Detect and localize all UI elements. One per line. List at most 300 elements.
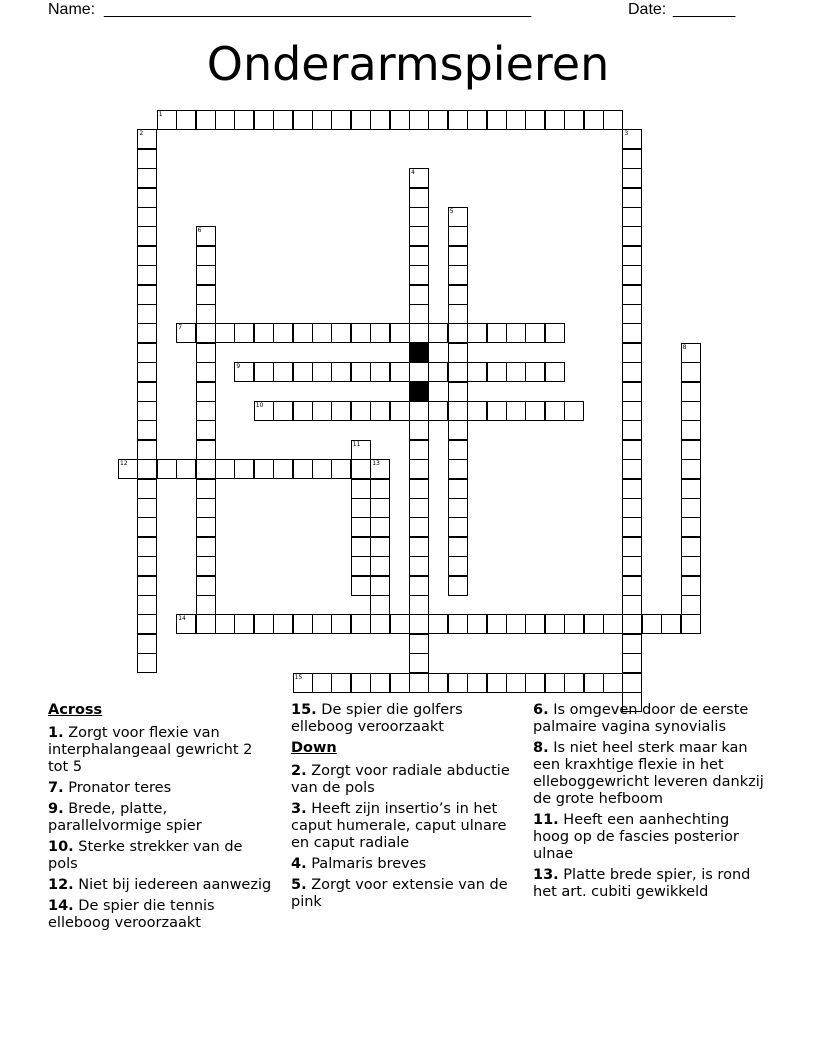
grid-cell[interactable] — [564, 614, 584, 634]
grid-cell[interactable] — [390, 401, 410, 421]
grid-cell[interactable] — [409, 226, 429, 246]
grid-cell[interactable] — [525, 614, 545, 634]
grid-cell[interactable] — [215, 614, 235, 634]
grid-cell[interactable] — [564, 673, 584, 693]
grid-cell[interactable] — [622, 653, 642, 673]
grid-cell[interactable] — [409, 188, 429, 208]
grid-cell[interactable] — [137, 479, 157, 499]
grid-cell[interactable] — [137, 440, 157, 460]
grid-cell[interactable] — [273, 614, 293, 634]
grid-cell[interactable] — [196, 362, 216, 382]
grid-cell[interactable] — [196, 401, 216, 421]
grid-cell[interactable] — [254, 459, 274, 479]
grid-cell[interactable] — [312, 673, 332, 693]
grid-cell[interactable] — [137, 265, 157, 285]
grid-cell[interactable] — [409, 595, 429, 615]
grid-cell[interactable] — [370, 673, 390, 693]
grid-cell[interactable] — [603, 673, 623, 693]
grid-cell[interactable] — [234, 459, 254, 479]
grid-cell[interactable] — [448, 420, 468, 440]
grid-cell[interactable] — [681, 382, 701, 402]
down-clue — [533, 740, 769, 808]
grid-cell[interactable] — [293, 401, 313, 421]
clue-number: 5 — [449, 208, 454, 215]
grid-cell[interactable] — [428, 614, 448, 634]
grid-cell[interactable] — [622, 517, 642, 537]
across-clue — [48, 839, 274, 873]
grid-cell[interactable] — [293, 614, 313, 634]
clues-column-1 — [48, 702, 274, 936]
grid-cell[interactable] — [293, 323, 313, 343]
grid-cell[interactable] — [196, 498, 216, 518]
grid-cell[interactable] — [622, 556, 642, 576]
grid-cell[interactable] — [196, 323, 216, 343]
grid-cell[interactable] — [409, 673, 429, 693]
grid-cell[interactable] — [351, 459, 371, 479]
grid-cell[interactable] — [681, 537, 701, 557]
grid-cell[interactable] — [137, 149, 157, 169]
grid-cell[interactable] — [196, 440, 216, 460]
grid-cell[interactable] — [137, 459, 157, 479]
grid-cell[interactable] — [467, 110, 487, 130]
grid-cell[interactable] — [448, 265, 468, 285]
grid-cell[interactable] — [196, 110, 216, 130]
grid-cell[interactable] — [409, 459, 429, 479]
grid-cell[interactable] — [467, 673, 487, 693]
clues-column-2 — [291, 702, 511, 915]
grid-cell[interactable] — [622, 673, 642, 693]
grid-cell[interactable] — [137, 537, 157, 557]
grid-cell[interactable] — [370, 576, 390, 596]
grid-cell[interactable] — [196, 459, 216, 479]
grid-cell[interactable] — [681, 576, 701, 596]
grid-cell[interactable] — [448, 673, 468, 693]
grid-cell[interactable] — [409, 556, 429, 576]
grid-cell[interactable] — [370, 517, 390, 537]
grid-cell[interactable] — [331, 110, 351, 130]
grid-cell[interactable] — [409, 246, 429, 266]
grid-cell[interactable] — [409, 420, 429, 440]
grid-cell[interactable] — [448, 479, 468, 499]
grid-cell[interactable] — [428, 110, 448, 130]
grid-cell[interactable] — [351, 576, 371, 596]
grid-cell[interactable] — [370, 323, 390, 343]
clue-number-label: 15. — [291, 702, 317, 718]
grid-cell[interactable] — [312, 614, 332, 634]
clue-number: 4 — [411, 169, 415, 177]
grid-cell[interactable] — [409, 304, 429, 324]
grid-cell[interactable] — [254, 362, 274, 382]
grid-cell[interactable] — [448, 285, 468, 305]
grid-cell[interactable] — [448, 343, 468, 363]
grid-cell[interactable] — [525, 323, 545, 343]
across-clue — [291, 702, 511, 736]
grid-cell[interactable] — [622, 634, 642, 654]
grid-cell[interactable] — [506, 401, 526, 421]
grid-cell[interactable] — [312, 459, 332, 479]
grid-cell[interactable] — [448, 556, 468, 576]
clue-text: Is niet heel sterk maar kan een kraxhtige flexie in het elleboggewricht leveren dankzij de grote hefboom — [533, 740, 764, 807]
grid-cell[interactable] — [351, 673, 371, 693]
grid-cell[interactable] — [448, 498, 468, 518]
grid-cell[interactable] — [622, 595, 642, 615]
grid-cell[interactable] — [351, 537, 371, 557]
grid-cell[interactable] — [137, 285, 157, 305]
grid-cell[interactable] — [428, 323, 448, 343]
grid-cell[interactable] — [196, 420, 216, 440]
grid-cell[interactable] — [409, 323, 429, 343]
grid-cell[interactable] — [487, 401, 507, 421]
grid-cell[interactable] — [409, 479, 429, 499]
grid-cell[interactable] — [137, 634, 157, 654]
grid-cell[interactable] — [137, 323, 157, 343]
clue-number: 11 — [352, 440, 361, 448]
clue-text: Heeft een aanhechting hoog op de fascies posterior ulnae — [533, 812, 739, 862]
grid-cell[interactable] — [176, 110, 196, 130]
grid-cell[interactable] — [254, 110, 274, 130]
grid-cell[interactable] — [254, 323, 274, 343]
clue-number: 8 — [682, 343, 687, 351]
grid-cell[interactable] — [196, 246, 216, 266]
grid-cell[interactable] — [448, 362, 468, 382]
grid-cell[interactable] — [622, 265, 642, 285]
grid-cell[interactable] — [622, 479, 642, 499]
grid-cell[interactable] — [506, 614, 526, 634]
grid-cell[interactable] — [137, 595, 157, 615]
grid-cell[interactable] — [234, 614, 254, 634]
grid-cell[interactable] — [622, 188, 642, 208]
grid-cell[interactable] — [312, 362, 332, 382]
grid-cell[interactable] — [506, 110, 526, 130]
grid-cell[interactable] — [467, 323, 487, 343]
grid-cell[interactable] — [681, 614, 701, 634]
grid-cell[interactable] — [409, 653, 429, 673]
grid-cell[interactable] — [176, 459, 196, 479]
grid-cell[interactable] — [584, 110, 604, 130]
grid-cell[interactable] — [331, 673, 351, 693]
grid-cell[interactable] — [273, 323, 293, 343]
grid-cell[interactable] — [448, 110, 468, 130]
clue-text: Zorgt voor flexie van interphalangeaal gewricht 2 tot 5 — [48, 725, 253, 775]
grid-cell[interactable] — [370, 362, 390, 382]
grid-cell[interactable] — [409, 634, 429, 654]
clue-text: Platte brede spier, is rond het art. cubiti gewikkeld — [533, 867, 751, 900]
grid-cell[interactable] — [273, 362, 293, 382]
grid-cell[interactable] — [196, 517, 216, 537]
grid-cell[interactable] — [681, 459, 701, 479]
grid-cell[interactable] — [622, 459, 642, 479]
grid-cell[interactable] — [448, 401, 468, 421]
grid-cell[interactable] — [487, 614, 507, 634]
clue-number: 12 — [120, 460, 128, 468]
grid-cell[interactable] — [370, 401, 390, 421]
grid-cell[interactable] — [622, 440, 642, 460]
grid-cell[interactable] — [390, 110, 410, 130]
grid-cell[interactable] — [137, 226, 157, 246]
grid-cell[interactable] — [681, 498, 701, 518]
grid-cell[interactable] — [234, 110, 254, 130]
grid-cell[interactable] — [622, 149, 642, 169]
grid-cell[interactable] — [448, 517, 468, 537]
down-clue — [291, 763, 511, 797]
grid-cell[interactable] — [196, 382, 216, 402]
clue-number-label: 11. — [533, 812, 559, 828]
grid-cell[interactable] — [370, 110, 390, 130]
grid-cell[interactable] — [196, 614, 216, 634]
grid-cell[interactable] — [137, 576, 157, 596]
grid-cell[interactable] — [409, 517, 429, 537]
grid-cell[interactable] — [622, 420, 642, 440]
grid-cell[interactable] — [293, 362, 313, 382]
clue-text: Is omgeven door de eerste palmaire vagina synovialis — [533, 702, 749, 735]
grid-cell[interactable] — [622, 382, 642, 402]
grid-cell[interactable] — [487, 110, 507, 130]
grid-cell[interactable] — [137, 382, 157, 402]
grid-cell[interactable] — [681, 440, 701, 460]
grid-cell[interactable] — [428, 362, 448, 382]
grid-cell[interactable] — [409, 285, 429, 305]
across-heading: Across — [48, 702, 103, 718]
grid-cell[interactable] — [681, 517, 701, 537]
grid-cell[interactable] — [622, 343, 642, 363]
grid-cell[interactable] — [351, 498, 371, 518]
grid-cell[interactable] — [137, 343, 157, 363]
grid-cell[interactable] — [409, 498, 429, 518]
grid-cell[interactable] — [312, 401, 332, 421]
clue-text: Sterke strekker van de pols — [48, 839, 243, 872]
clue-number-label: 14. — [48, 898, 74, 914]
grid-cell[interactable] — [622, 323, 642, 343]
grid-cell[interactable] — [603, 614, 623, 634]
grid-cell[interactable] — [525, 110, 545, 130]
grid-cell[interactable] — [370, 498, 390, 518]
grid-cell[interactable] — [642, 614, 662, 634]
grid-cell[interactable] — [448, 246, 468, 266]
grid-cell[interactable] — [448, 323, 468, 343]
grid-cell[interactable] — [196, 595, 216, 615]
grid-cell[interactable] — [622, 498, 642, 518]
grid-cell[interactable] — [622, 362, 642, 382]
grid-cell[interactable] — [661, 614, 681, 634]
down-clue — [533, 867, 769, 901]
grid-cell[interactable] — [622, 401, 642, 421]
grid-cell[interactable] — [681, 595, 701, 615]
date-line[interactable]: _______ — [673, 1, 736, 18]
grid-cell[interactable] — [525, 673, 545, 693]
grid-cell[interactable] — [622, 226, 642, 246]
grid-cell[interactable] — [370, 614, 390, 634]
grid-cell[interactable] — [545, 110, 565, 130]
grid-cell[interactable] — [196, 343, 216, 363]
grid-cell[interactable] — [370, 595, 390, 615]
name-line[interactable]: ________________________________________________ — [104, 1, 532, 18]
grid-cell[interactable] — [545, 323, 565, 343]
grid-cell[interactable] — [487, 362, 507, 382]
grid-cell[interactable] — [137, 362, 157, 382]
clue-number-label: 2. — [291, 763, 307, 779]
grid-cell[interactable] — [622, 537, 642, 557]
grid-cell[interactable] — [312, 110, 332, 130]
grid-cell[interactable] — [681, 420, 701, 440]
grid-cell[interactable] — [273, 110, 293, 130]
grid-cell[interactable] — [293, 459, 313, 479]
grid-cell[interactable] — [351, 517, 371, 537]
grid-cell[interactable] — [137, 304, 157, 324]
grid-cell[interactable] — [390, 614, 410, 634]
grid-cell[interactable] — [137, 556, 157, 576]
grid-cell[interactable] — [137, 401, 157, 421]
grid-cell[interactable] — [137, 168, 157, 188]
grid-cell[interactable] — [506, 362, 526, 382]
grid-cell[interactable] — [448, 537, 468, 557]
grid-cell[interactable] — [448, 576, 468, 596]
grid-cell[interactable] — [448, 382, 468, 402]
name-label: Name: — [48, 1, 96, 18]
grid-cell[interactable] — [351, 401, 371, 421]
clue-number-label: 13. — [533, 867, 559, 883]
grid-cell[interactable] — [370, 479, 390, 499]
grid-cell[interactable] — [545, 362, 565, 382]
clue-number-label: 12. — [48, 877, 74, 893]
grid-cell[interactable] — [409, 614, 429, 634]
grid-cell[interactable] — [370, 537, 390, 557]
grid-cell[interactable] — [525, 362, 545, 382]
grid-cell[interactable] — [448, 226, 468, 246]
grid-cell[interactable] — [215, 110, 235, 130]
grid-cell[interactable] — [448, 304, 468, 324]
grid-cell[interactable] — [545, 401, 565, 421]
grid-cell[interactable] — [428, 673, 448, 693]
grid-cell[interactable] — [157, 459, 177, 479]
grid-cell[interactable] — [448, 614, 468, 634]
grid-cell[interactable] — [448, 459, 468, 479]
clue-number: 1 — [158, 111, 163, 118]
grid-cell[interactable] — [448, 440, 468, 460]
grid-cell[interactable] — [331, 362, 351, 382]
grid-cell[interactable] — [351, 556, 371, 576]
grid-cell[interactable] — [409, 110, 429, 130]
grid-cell[interactable] — [137, 246, 157, 266]
grid-cell[interactable] — [331, 459, 351, 479]
grid-cell[interactable] — [681, 401, 701, 421]
grid-cell[interactable] — [390, 673, 410, 693]
grid-cell[interactable] — [234, 323, 254, 343]
grid-cell[interactable] — [545, 673, 565, 693]
grid-cell[interactable] — [196, 537, 216, 557]
clue-text: Zorgt voor radiale abductie van de pols — [291, 763, 510, 796]
grid-cell[interactable] — [196, 304, 216, 324]
grid-cell[interactable] — [312, 323, 332, 343]
grid-cell[interactable] — [409, 537, 429, 557]
grid-cell[interactable] — [506, 323, 526, 343]
grid-cell[interactable] — [622, 168, 642, 188]
clue-number-label: 5. — [291, 877, 307, 893]
grid-cell[interactable] — [196, 479, 216, 499]
grid-cell[interactable] — [137, 188, 157, 208]
grid-cell[interactable] — [681, 362, 701, 382]
grid-cell[interactable] — [428, 401, 448, 421]
grid-cell[interactable] — [564, 110, 584, 130]
grid-cell[interactable] — [622, 285, 642, 305]
clues-column-3 — [533, 702, 769, 905]
grid-cell[interactable] — [409, 207, 429, 227]
grid-cell[interactable] — [467, 401, 487, 421]
grid-cell[interactable] — [545, 614, 565, 634]
grid-cell[interactable] — [622, 576, 642, 596]
grid-cell[interactable] — [409, 401, 429, 421]
grid-cell[interactable] — [196, 556, 216, 576]
grid-cell[interactable] — [196, 576, 216, 596]
grid-cell[interactable] — [137, 653, 157, 673]
grid-cell[interactable] — [467, 362, 487, 382]
grid-cell[interactable] — [603, 110, 623, 130]
date-label: Date: — [628, 1, 667, 18]
grid-cell[interactable] — [622, 207, 642, 227]
across-clue — [48, 725, 274, 776]
grid-cell[interactable] — [331, 323, 351, 343]
grid-cell[interactable] — [254, 614, 274, 634]
grid-cell[interactable] — [409, 440, 429, 460]
grid-cell[interactable] — [487, 673, 507, 693]
grid-cell[interactable] — [487, 323, 507, 343]
grid-cell[interactable] — [681, 479, 701, 499]
grid-cell[interactable] — [409, 265, 429, 285]
grid-cell[interactable] — [351, 323, 371, 343]
grid-cell[interactable] — [506, 673, 526, 693]
grid-cell[interactable] — [622, 304, 642, 324]
grid-cell[interactable] — [681, 556, 701, 576]
grid-cell[interactable] — [351, 362, 371, 382]
grid-cell[interactable] — [137, 614, 157, 634]
grid-cell[interactable] — [196, 265, 216, 285]
grid-cell[interactable] — [215, 323, 235, 343]
grid-cell[interactable] — [409, 576, 429, 596]
grid-cell[interactable] — [409, 362, 429, 382]
grid-cell[interactable] — [622, 246, 642, 266]
grid-cell[interactable] — [467, 614, 487, 634]
grid-cell[interactable] — [293, 110, 313, 130]
grid-cell[interactable] — [137, 517, 157, 537]
grid-cell[interactable] — [370, 556, 390, 576]
grid-cell[interactable] — [196, 285, 216, 305]
grid-cell[interactable] — [584, 673, 604, 693]
grid-cell[interactable] — [390, 323, 410, 343]
clue-number: 10 — [255, 402, 264, 409]
clue-number-label: 8. — [533, 740, 549, 756]
grid-cell[interactable] — [137, 207, 157, 227]
clue-text: Zorgt voor extensie van de pink — [291, 877, 508, 910]
down-clue — [291, 801, 511, 852]
clue-text: De spier die tennis elleboog veroorzaakt — [48, 898, 215, 931]
grid-cell[interactable] — [137, 498, 157, 518]
grid-cell[interactable] — [273, 459, 293, 479]
grid-cell[interactable] — [351, 614, 371, 634]
grid-cell[interactable] — [331, 614, 351, 634]
grid-cell[interactable] — [273, 401, 293, 421]
clue-number-label: 10. — [48, 839, 74, 855]
grid-cell[interactable] — [584, 614, 604, 634]
grid-cell[interactable] — [351, 479, 371, 499]
across-clue — [48, 877, 274, 894]
grid-cell[interactable] — [215, 459, 235, 479]
grid-cell[interactable] — [390, 362, 410, 382]
grid-cell[interactable] — [622, 614, 642, 634]
grid-cell[interactable] — [351, 110, 371, 130]
grid-cell[interactable] — [564, 401, 584, 421]
grid-cell[interactable] — [525, 401, 545, 421]
grid-cell[interactable] — [137, 420, 157, 440]
grid-cell[interactable] — [331, 401, 351, 421]
